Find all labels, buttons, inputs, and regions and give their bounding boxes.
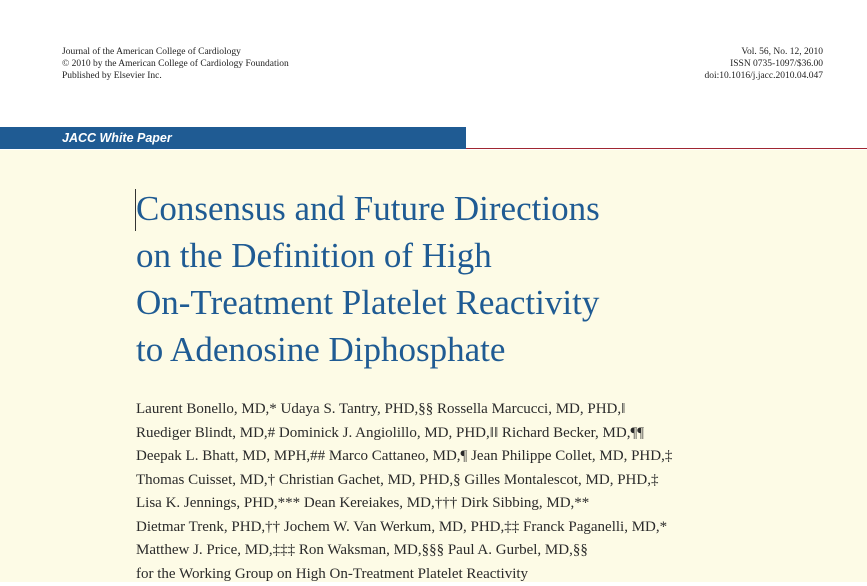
copyright-line: © 2010 by the American College of Cardiology Foundation [62, 58, 289, 70]
author-line: Ruediger Blindt, MD,# Dominick J. Angiolillo, MD, PHD,‖‖ Richard Becker, MD,¶¶ [136, 422, 672, 446]
issn: ISSN 0735-1097/$36.00 [705, 58, 823, 70]
title-line: on the Definition of High [136, 232, 600, 279]
header-divider [466, 148, 867, 149]
author-line: Deepak L. Bhatt, MD, MPH,## Marco Cattaneo, MD,¶ Jean Philippe Collet, MD, PHD,‡ [136, 445, 672, 469]
author-list [136, 398, 672, 586]
doi[interactable]: doi:10.1016/j.jacc.2010.04.047 [705, 70, 823, 82]
author-line: Thomas Cuisset, MD,† Christian Gachet, MD, PHD,§ Gilles Montalescot, MD, PHD,‡ [136, 469, 672, 493]
title-line: On-Treatment Platelet Reactivity [136, 279, 600, 326]
title-line: to Adenosine Diphosphate [136, 326, 600, 373]
author-line: Lisa K. Jennings, PHD,*** Dean Kereiakes, MD,††† Dirk Sibbing, MD,** [136, 492, 672, 516]
author-line: Dietmar Trenk, PHD,†† Jochem W. Van Werkum, MD, PHD,‡‡ Franck Paganelli, MD,* [136, 516, 672, 540]
working-group-line: for the Working Group on High On-Treatment Platelet Reactivity [136, 563, 672, 586]
section-band [0, 127, 466, 149]
volume-issue: Vol. 56, No. 12, 2010 [705, 46, 823, 58]
publisher-line: Published by Elsevier Inc. [62, 70, 289, 82]
author-line: Matthew J. Price, MD,‡‡‡ Ron Waksman, MD,§§§ Paul A. Gurbel, MD,§§ [136, 539, 672, 563]
article-title [136, 185, 600, 373]
journal-header-left [62, 46, 289, 82]
journal-header-right [705, 46, 823, 82]
section-label: JACC White Paper [62, 131, 172, 145]
journal-name: Journal of the American College of Cardiology [62, 46, 289, 58]
title-line: Consensus and Future Directions [136, 185, 600, 232]
author-line: Laurent Bonello, MD,* Udaya S. Tantry, PHD,§§ Rossella Marcucci, MD, PHD,‖ [136, 398, 672, 422]
